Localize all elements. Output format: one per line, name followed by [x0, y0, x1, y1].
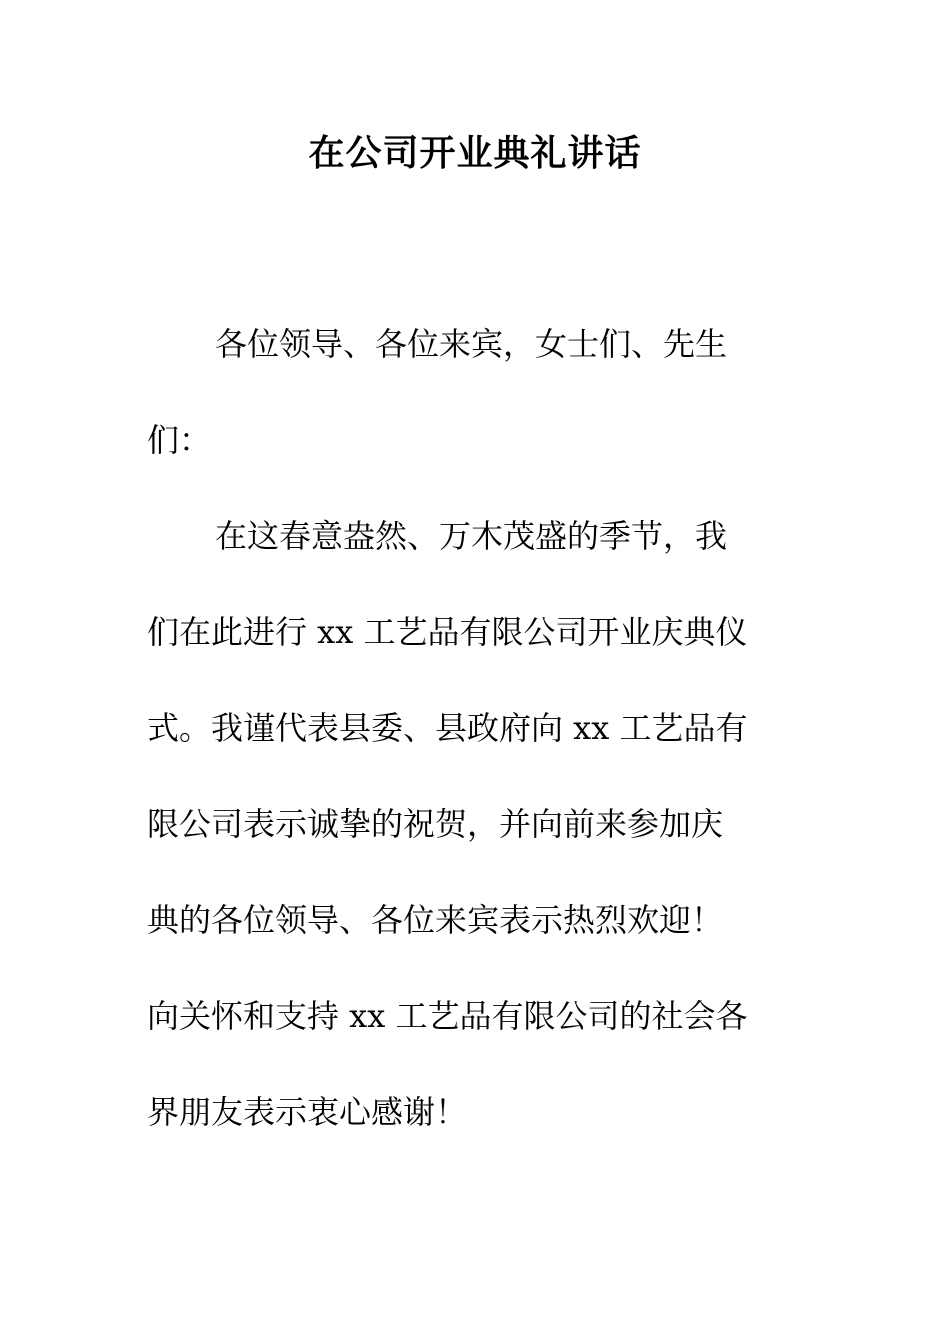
paragraph-line: 界朋友表示衷心感谢！ [147, 1093, 468, 1131]
paragraph-line: 向关怀和支持 xx 工艺品有限公司的社会各 [147, 997, 748, 1035]
document-title: 在公司开业典礼讲话 [308, 133, 642, 174]
paragraph-line: 们在此进行 xx 工艺品有限公司开业庆典仪 [147, 613, 748, 651]
paragraph-line: 式。我谨代表县委、县政府向 xx 工艺品有 [147, 709, 748, 747]
paragraph-line: 们： [147, 421, 212, 459]
document-body [147, 296, 793, 1160]
paragraph-line: 限公司表示诚挚的祝贺，并向前来参加庆 [147, 805, 724, 843]
paragraph-line: 各位领导、各位来宾，女士们、先生 [215, 325, 728, 363]
paragraph-line: 在这春意盎然、万木茂盛的季节，我 [215, 517, 728, 555]
paragraph-line: 典的各位领导、各位来宾表示热烈欢迎！ [147, 901, 724, 939]
